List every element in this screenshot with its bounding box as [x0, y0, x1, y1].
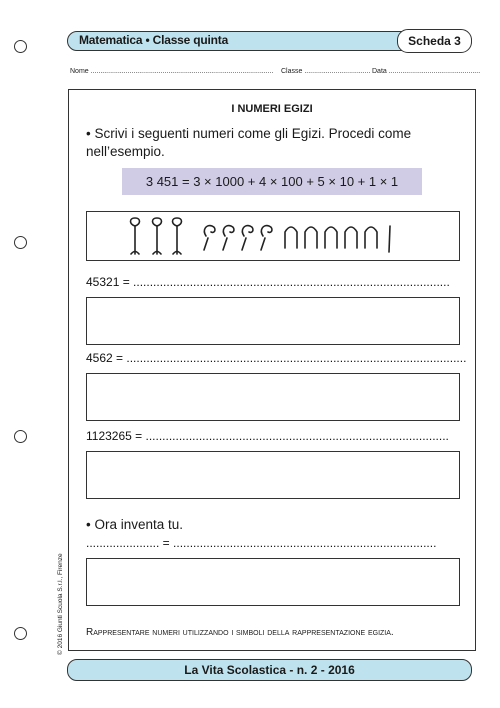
coil-rope-icon — [261, 226, 272, 250]
binder-hole — [14, 40, 27, 53]
heel-bone-icon — [325, 227, 337, 248]
exercise-line: 45321 = ............................................................................................... — [86, 275, 450, 289]
answer-box[interactable] — [86, 297, 460, 345]
footer-bar: La Vita Scolastica - n. 2 - 2016 — [67, 659, 472, 681]
learning-objective: Rappresentare numeri utilizzando i simboli della rappresentazione egizia. — [86, 627, 394, 638]
coil-rope-icon — [223, 226, 234, 250]
answer-box[interactable] — [86, 451, 460, 499]
binder-hole — [14, 430, 27, 443]
answer-box[interactable] — [86, 558, 460, 606]
invent-instruction: • Ora inventa tu. — [86, 517, 184, 532]
heel-bone-icon — [345, 227, 357, 248]
answer-box[interactable] — [86, 373, 460, 421]
coil-rope-icon — [242, 226, 253, 250]
lotus-flower-icon — [153, 218, 162, 254]
invent-line[interactable]: ...................... = ............................................................................... — [86, 536, 437, 550]
binder-hole — [14, 627, 27, 640]
heel-bone-icon — [285, 227, 297, 248]
lotus-flower-icon — [131, 218, 140, 254]
example-equation: 3 451 = 3 × 1000 + 4 × 100 + 5 × 10 + 1 × 1 — [122, 168, 422, 195]
scheda-badge: Scheda 3 — [397, 29, 472, 53]
exercise-line: 4562 = ...................................................................................................... — [86, 351, 467, 365]
unit-stroke-icon — [389, 226, 390, 252]
heel-bone-icon — [305, 227, 317, 248]
exercise-line: 1123265 = ........................................................................................... — [86, 429, 449, 443]
binder-hole — [14, 236, 27, 249]
subject-label: Matematica • Classe quinta — [79, 33, 229, 47]
heel-bone-icon — [365, 227, 377, 248]
nome-field[interactable]: Nome .............................................................................................. — [70, 68, 274, 75]
lotus-flower-icon — [173, 218, 182, 254]
data-field[interactable]: Data ............................................... — [372, 68, 481, 75]
instruction-text: • Scrivi i seguenti numeri come gli Egizi. Procedi come nell’esempio. — [86, 126, 412, 159]
coil-rope-icon — [204, 226, 215, 250]
worksheet-title: I NUMERI EGIZI — [231, 103, 313, 115]
egyptian-numeral-example — [86, 211, 460, 261]
copyright-note: © 2016 Giunti Scuola S.r.l., Firenze — [57, 553, 64, 655]
classe-field[interactable]: Classe .................................. — [281, 68, 371, 75]
